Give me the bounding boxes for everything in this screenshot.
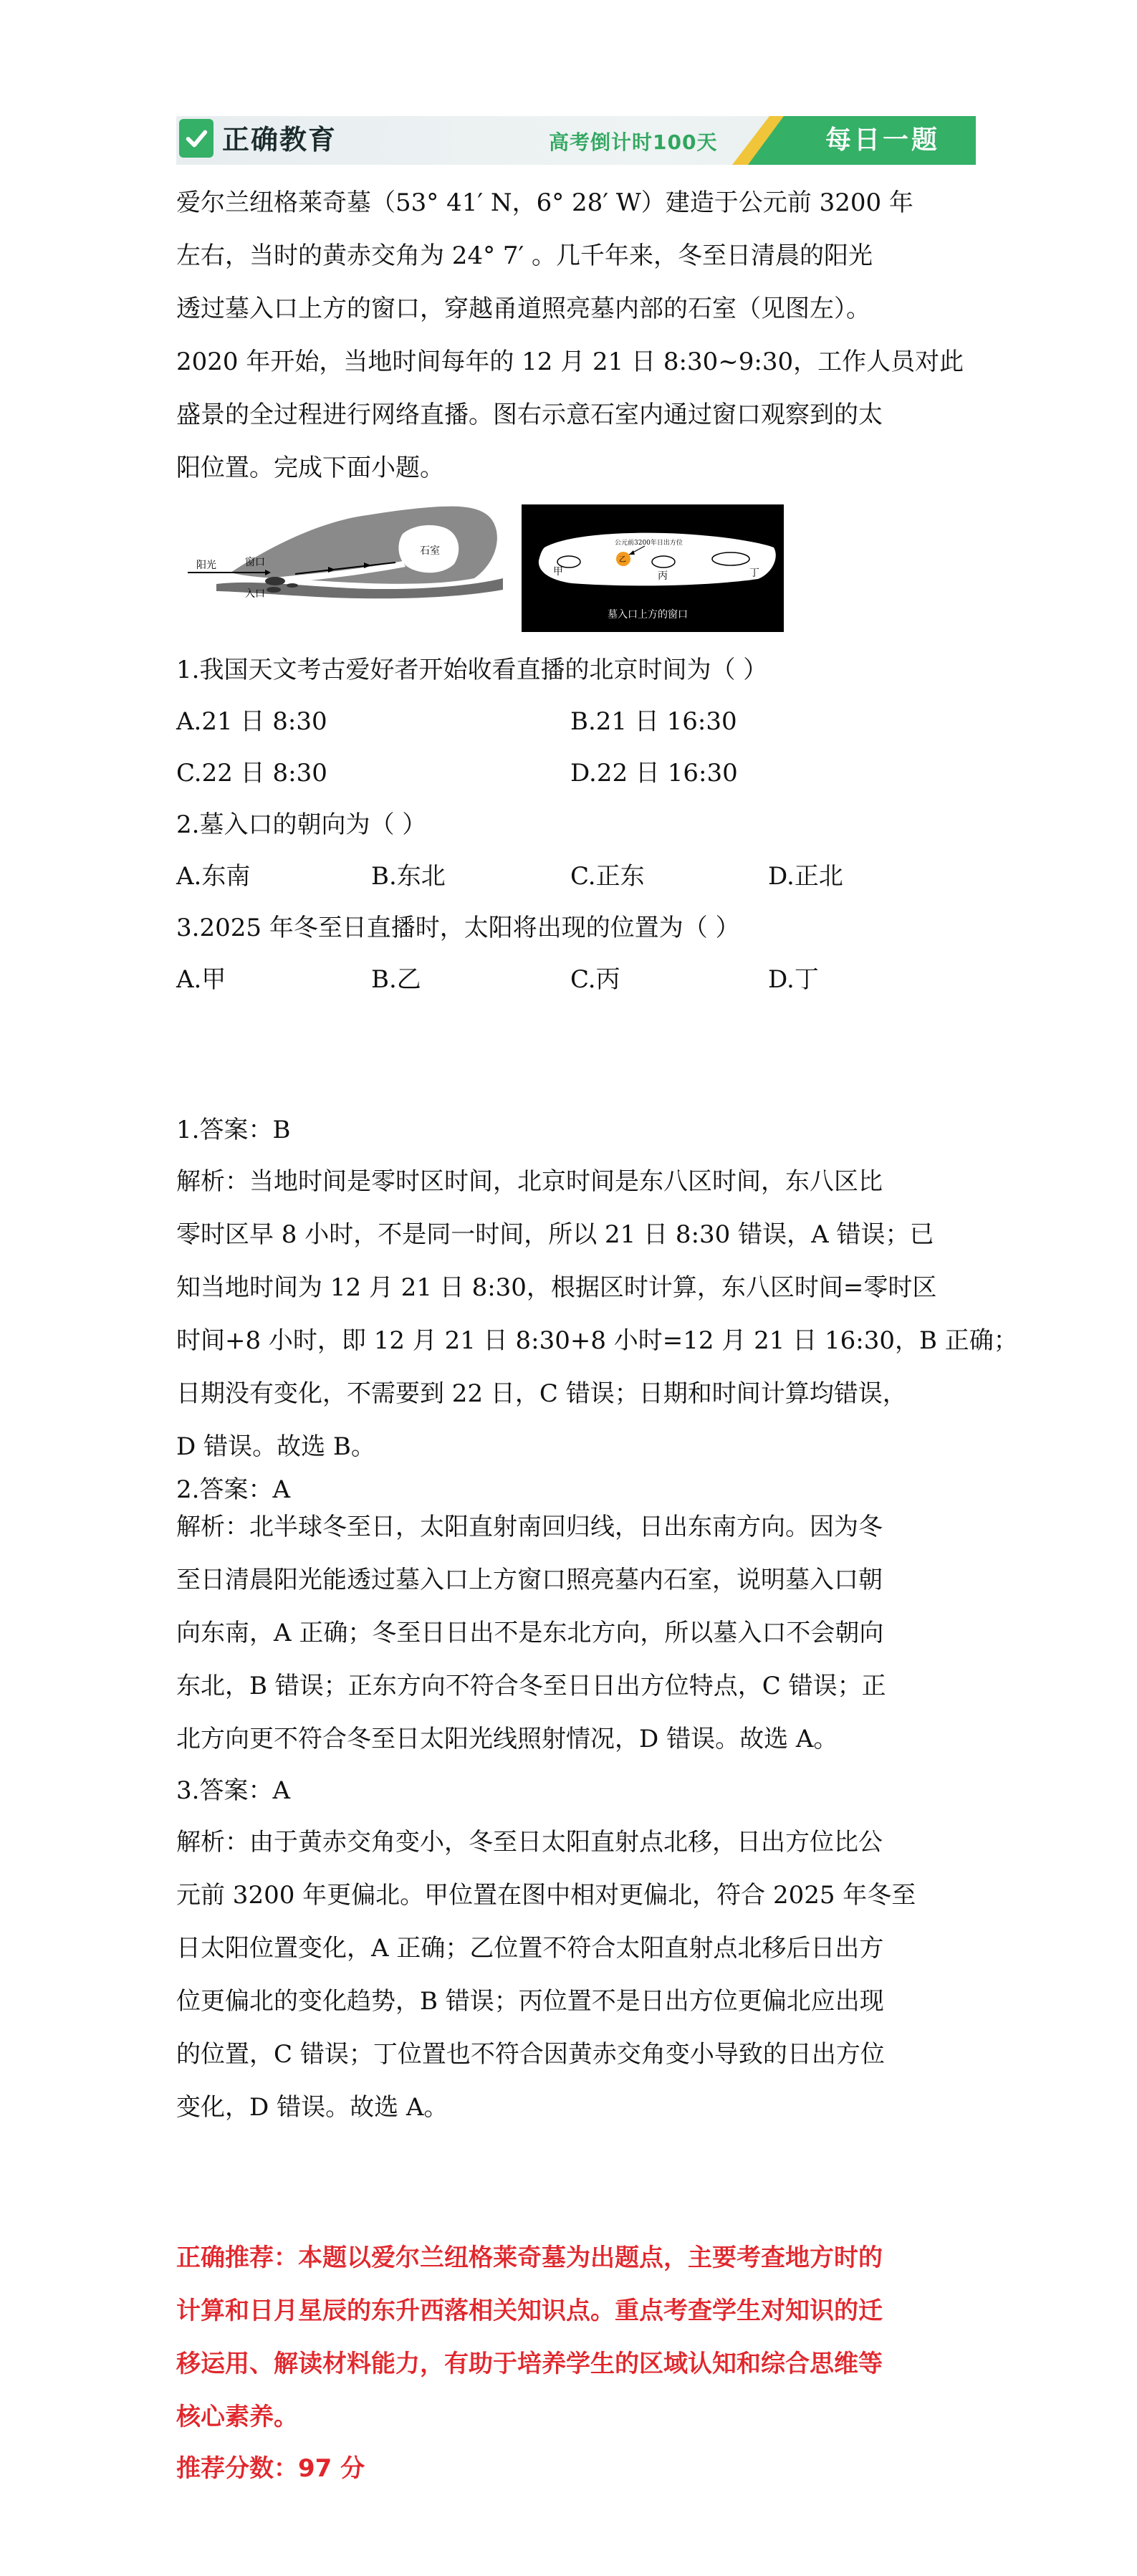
daily-question-label: 每日一题 — [825, 125, 940, 155]
header-banner — [176, 116, 976, 165]
position-bing-label: 丙 — [658, 570, 668, 582]
answer-line: 至日清晨阳光能透过墓入口上方窗口照亮墓内石室，说明墓入口朝 — [176, 1566, 883, 1594]
answer-line: D 错误。故选 B。 — [176, 1432, 375, 1461]
question-option: D.正北 — [768, 862, 843, 891]
sunlight-label: 阳光 — [196, 560, 216, 571]
checkmark-logo-icon — [179, 119, 214, 158]
question-option: A.21 日 8:30 — [176, 707, 327, 736]
answer-line: 知当地时间为 12 月 21 日 8:30，根据区时计算，东八区时间=零时区 — [176, 1273, 937, 1302]
answer-heading: 3.答案：A — [176, 1776, 290, 1805]
answer-line: 东北，B 错误；正东方向不符合冬至日日出方位特点，C 错误；正 — [176, 1672, 886, 1700]
daily-question-tab — [732, 116, 976, 165]
recommend-line: 正确推荐：本题以爱尔兰纽格莱奇墓为出题点，主要考查地方时的 — [176, 2244, 883, 2272]
answer-line: 解析：当地时间是零时区时间，北京时间是东八区时间，东八区比 — [176, 1167, 883, 1196]
intro-line: 透过墓入口上方的窗口，穿越甬道照亮墓内部的石室（见图左）。 — [176, 295, 870, 323]
sunrise-position-label: 公元前3200年日出方位 — [615, 540, 683, 547]
brand-name: 正确教育 — [222, 124, 337, 155]
intro-line: 爱尔兰纽格莱奇墓（53° 41′ N，6° 28′ W）建造于公元前 3200 年 — [176, 188, 913, 217]
intro-line: 2020 年开始，当地时间每年的 12 月 21 日 8:30~9:30，工作人员对此 — [176, 348, 964, 376]
question-option: D.丁 — [768, 965, 819, 994]
answer-line: 的位置，C 错误；丁位置也不符合因黄赤交角变小导致的日出方位 — [176, 2040, 885, 2069]
position-yi-label: 乙 — [619, 556, 626, 564]
answer-line: 解析：北半球冬至日，太阳直射南回归线，日出东南方向。因为冬 — [176, 1513, 883, 1541]
question-option: C.丙 — [570, 965, 620, 994]
answer-line: 变化，D 错误。故选 A。 — [176, 2093, 448, 2122]
answer-line: 日期没有变化，不需要到 22 日，C 错误；日期和时间计算均错误， — [176, 1379, 907, 1408]
position-jia-label: 甲 — [553, 566, 563, 578]
question-option: A.甲 — [176, 965, 226, 994]
countdown-text: 高考倒计时100天 — [549, 130, 718, 154]
position-ding-label: 丁 — [749, 568, 759, 579]
question-stem: 1.我国天文考古爱好者开始收看直播的北京时间为（ ） — [176, 656, 768, 684]
answer-line: 元前 3200 年更偏北。甲位置在图中相对更偏北，符合 2025 年冬至 — [176, 1881, 916, 1910]
recommend-line: 移运用、解读材料能力，有助于培养学生的区域认知和综合思维等 — [176, 2350, 883, 2378]
answer-line: 向东南，A 正确；冬至日日出不是东北方向，所以墓入口不会朝向 — [176, 1619, 884, 1647]
question-stem: 2.墓入口的朝向为（ ） — [176, 810, 427, 839]
recommend-line: 计算和日月星辰的东升西落相关知识点。重点考查学生对知识的迁 — [176, 2297, 883, 2325]
answer-heading: 1.答案：B — [176, 1116, 291, 1144]
question-option: A.东南 — [176, 862, 251, 891]
recommend-line: 核心素养。 — [176, 2403, 298, 2431]
tomb-cross-section-figure — [188, 499, 503, 618]
recommend-score: 推荐分数：97 分 — [176, 2454, 365, 2483]
intro-line: 左右，当时的黄赤交角为 24° 7′ 。几千年来，冬至日清晨的阳光 — [176, 241, 873, 270]
window-label: 窗口 — [245, 557, 265, 568]
question-stem: 3.2025 年冬至日直播时，太阳将出现的位置为（ ） — [176, 914, 740, 942]
question-option: C.正东 — [570, 862, 645, 891]
entrance-label: 入口 — [245, 588, 265, 600]
question-option: B.21 日 16:30 — [570, 707, 737, 736]
question-option: B.东北 — [371, 862, 446, 891]
answer-line: 位更偏北的变化趋势，B 错误；丙位置不是日出方位更偏北应出现 — [176, 1987, 884, 2016]
question-option: B.乙 — [371, 965, 421, 994]
intro-line: 阳位置。完成下面小题。 — [176, 454, 444, 482]
answer-line: 日太阳位置变化，A 正确；乙位置不符合太阳直射点北移后日出方 — [176, 1934, 884, 1963]
question-option: C.22 日 8:30 — [176, 759, 327, 787]
chamber-label: 石室 — [420, 545, 440, 557]
window-caption: 墓入口上方的窗口 — [608, 609, 688, 621]
answer-line: 北方向更不符合冬至日太阳光线照射情况，D 错误。故选 A。 — [176, 1725, 838, 1753]
intro-line: 盛景的全过程进行网络直播。图右示意石室内通过窗口观察到的太 — [176, 401, 883, 429]
answer-line: 时间+8 小时，即 12 月 21 日 8:30+8 小时=12 月 21 日 16:30，B 正确； — [176, 1326, 1018, 1355]
answer-line: 零时区早 8 小时，不是同一时间，所以 21 日 8:30 错误，A 错误；已 — [176, 1220, 934, 1249]
window-view-figure — [522, 504, 784, 632]
answer-line: 解析：由于黄赤交角变小，冬至日太阳直射点北移，日出方位比公 — [176, 1828, 883, 1857]
question-option: D.22 日 16:30 — [570, 759, 738, 787]
answer-heading: 2.答案：A — [176, 1475, 290, 1504]
